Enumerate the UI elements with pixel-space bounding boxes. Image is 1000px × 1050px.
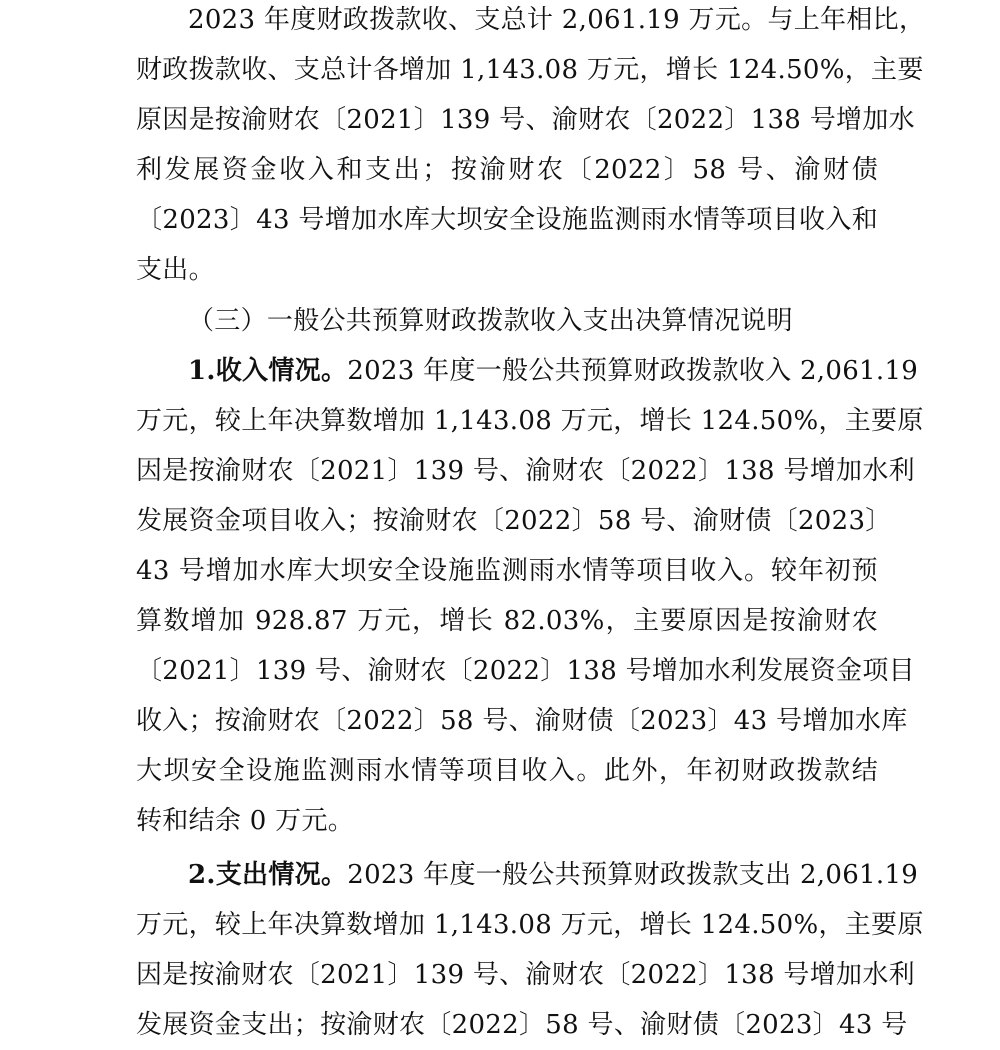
paragraph-line: 〔2021〕139 号、渝财农〔2022〕138 号增加水利发展资金项目 — [136, 656, 915, 686]
expenditure-first-line-text: 2023 年度一般公共预算财政拨款支出 2,061.19 — [347, 860, 919, 890]
paragraph-line: 因是按渝财农〔2021〕139 号、渝财农〔2022〕138 号增加水利 — [136, 960, 915, 990]
paragraph-line: 利发展资金收入和支出；按渝财农〔2022〕58 号、渝财债 — [136, 155, 878, 185]
paragraph-line: 发展资金支出；按渝财农〔2022〕58 号、渝财债〔2023〕43 号 — [136, 1010, 908, 1040]
paragraph-line: 43 号增加水库大坝安全设施监测雨水情等项目收入。较年初预 — [136, 556, 878, 586]
income-label: 1.收入情况。 — [188, 356, 348, 386]
paragraph-line: 大坝安全设施监测雨水情等项目收入。此外，年初财政拨款结 — [136, 756, 878, 786]
section-heading: （三）一般公共预算财政拨款收入支出决算情况说明 — [188, 306, 793, 336]
expenditure-first-line — [136, 850, 919, 900]
paragraph-line: 万元，较上年决算数增加 1,143.08 万元，增长 124.50%，主要原 — [136, 406, 924, 436]
paragraph-line: 万元，较上年决算数增加 1,143.08 万元，增长 124.50%，主要原 — [136, 910, 924, 940]
paragraph-line: 转和结余 0 万元。 — [136, 806, 355, 836]
paragraph-line: 发展资金项目收入；按渝财农〔2022〕58 号、渝财债〔2023〕 — [136, 506, 892, 536]
income-first-line-text: 2023 年度一般公共预算财政拨款收入 2,061.19 — [347, 356, 919, 386]
paragraph-line: 原因是按渝财农〔2021〕139 号、渝财农〔2022〕138 号增加水 — [136, 105, 915, 135]
paragraph-line: 〔2023〕43 号增加水库大坝安全设施监测雨水情等项目收入和 — [136, 205, 878, 235]
paragraph-line: 算数增加 928.87 万元，增长 82.03%，主要原因是按渝财农 — [136, 606, 878, 636]
expenditure-label: 2.支出情况。 — [188, 860, 348, 890]
income-first-line — [136, 346, 919, 396]
paragraph-line: 2023 年度财政拨款收、支总计 2,061.19 万元。与上年相比， — [188, 5, 926, 35]
paragraph-line: 财政拨款收、支总计各增加 1,143.08 万元，增长 124.50%，主要 — [136, 55, 924, 85]
paragraph-line: 收入；按渝财农〔2022〕58 号、渝财债〔2023〕43 号增加水库 — [136, 706, 908, 736]
paragraph-line: 支出。 — [136, 255, 215, 285]
paragraph-line: 因是按渝财农〔2021〕139 号、渝财农〔2022〕138 号增加水利 — [136, 456, 915, 486]
